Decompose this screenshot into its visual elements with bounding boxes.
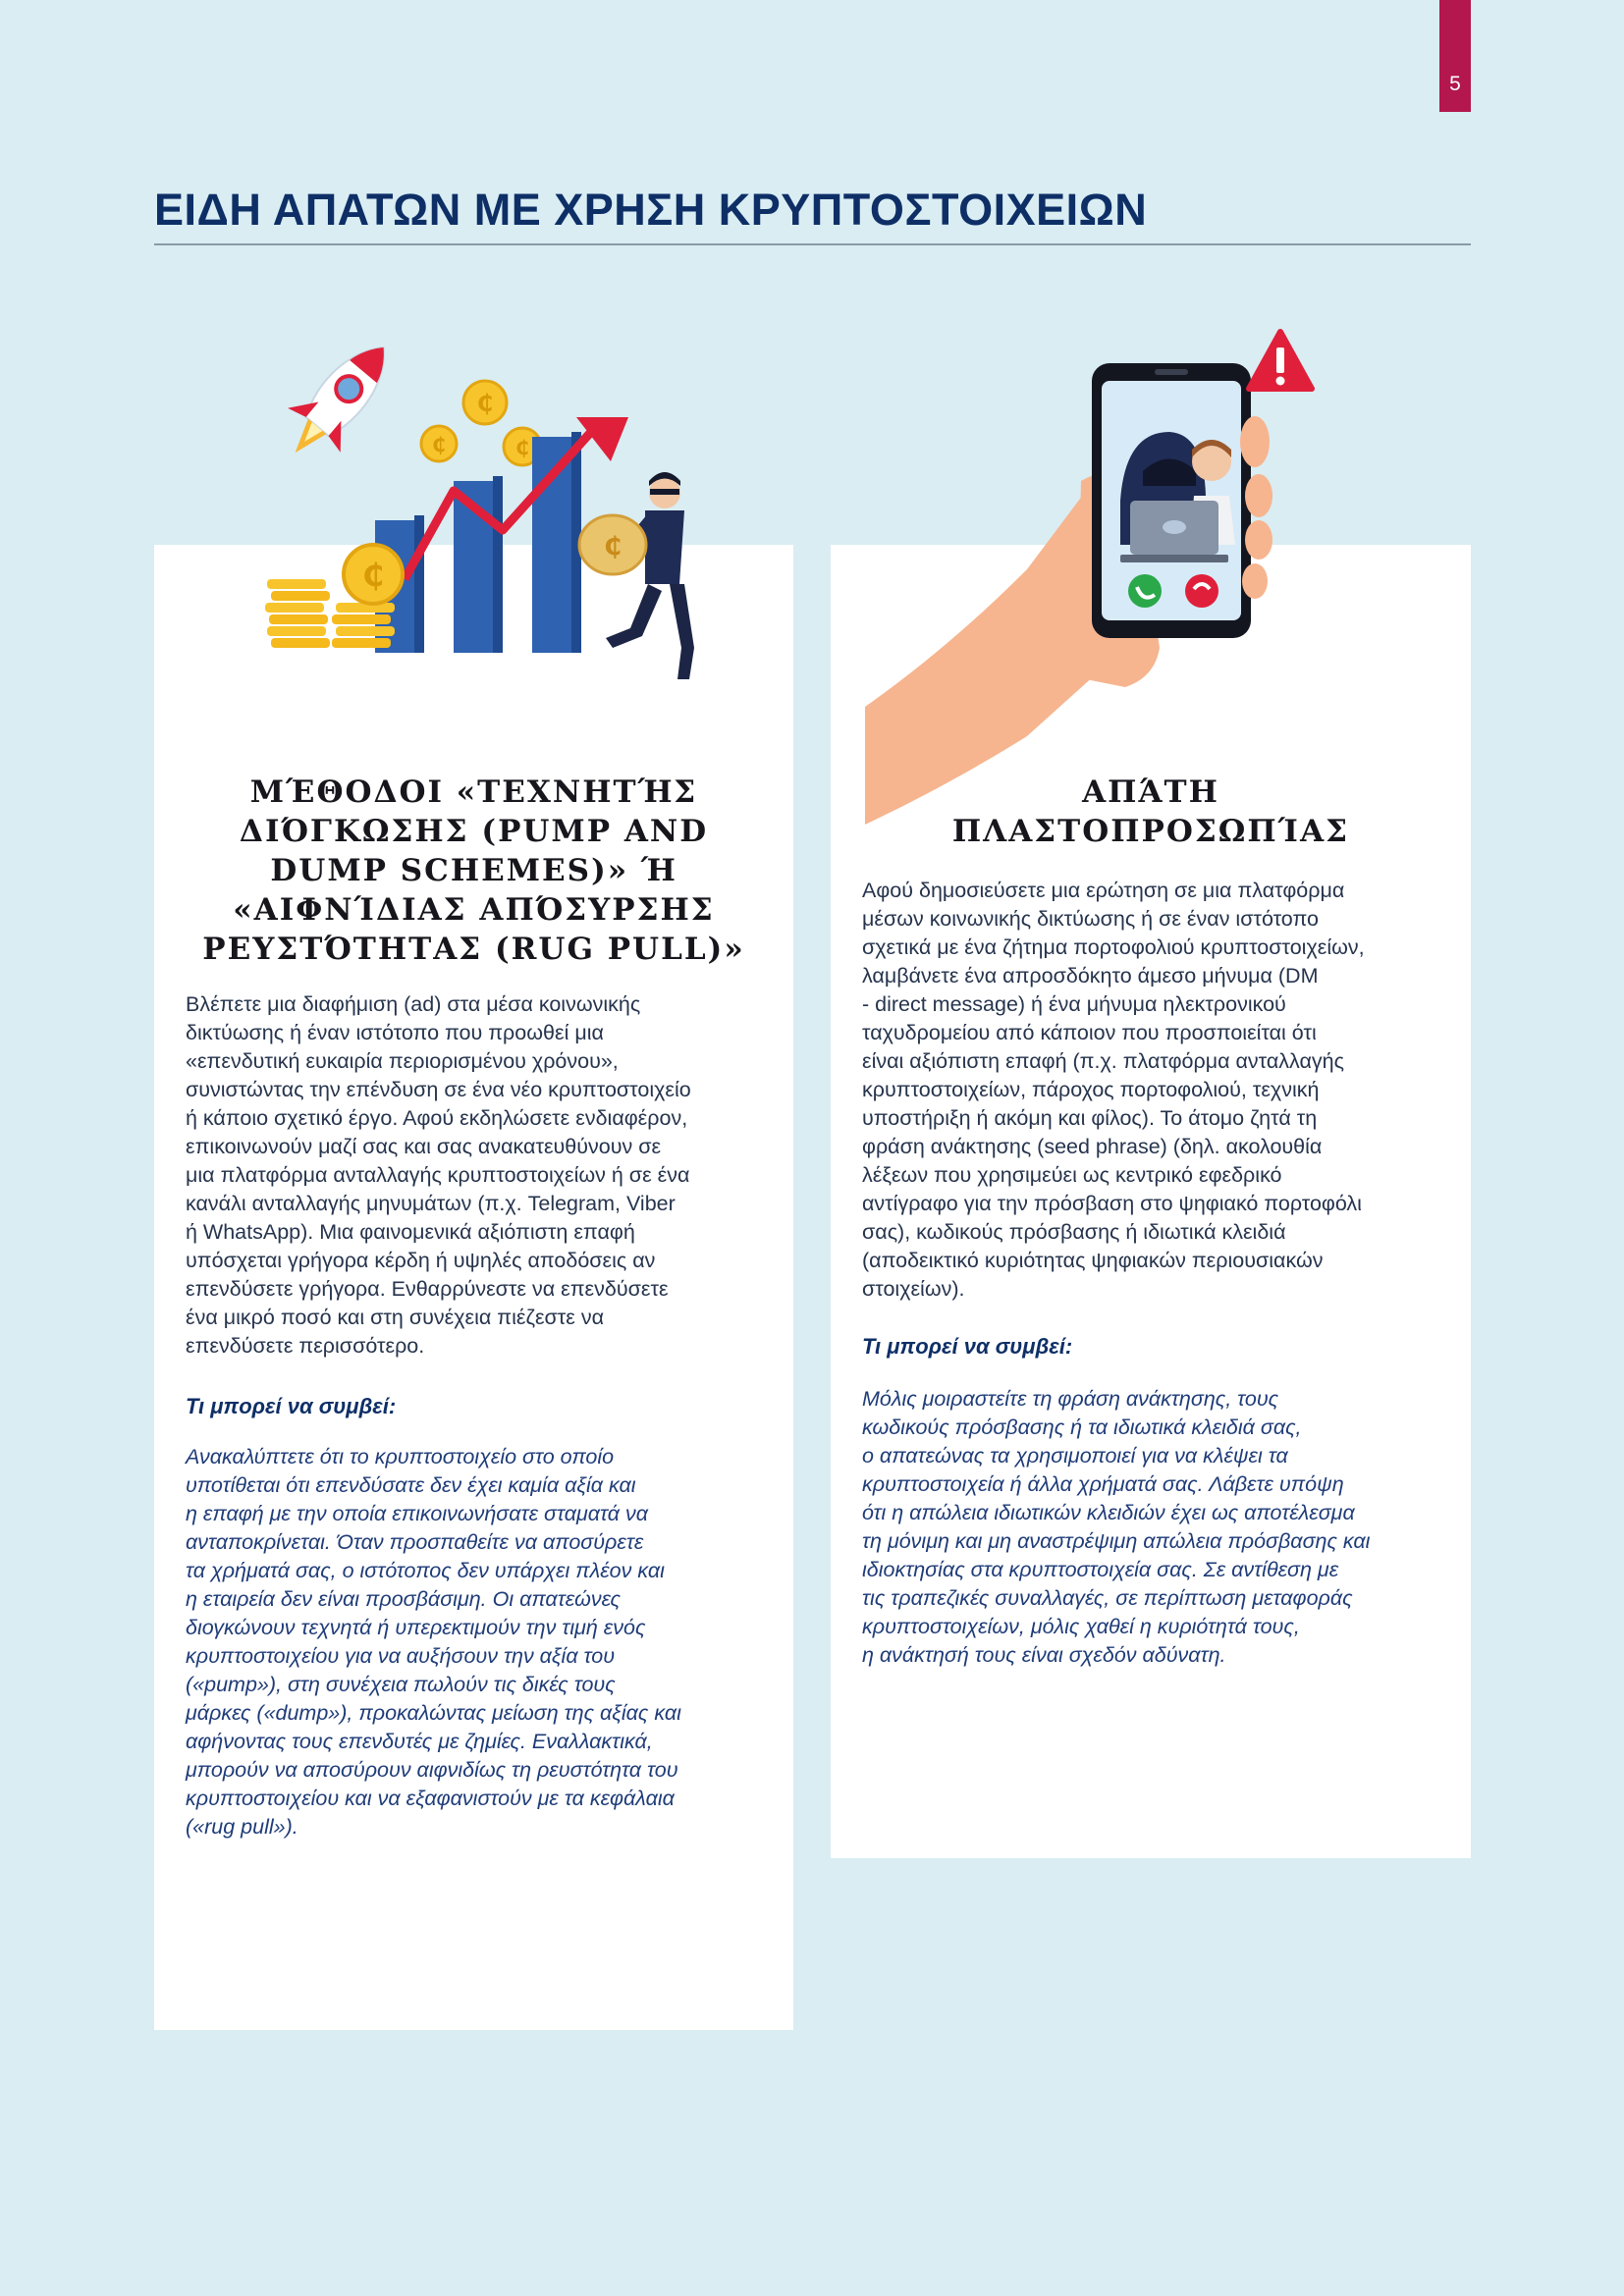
bar-chart-icon: [375, 432, 581, 653]
svg-text:₵: ₵: [361, 557, 385, 594]
page-number-tab: [1439, 0, 1471, 112]
svg-text:₵: ₵: [476, 390, 494, 417]
coin-icon: [344, 545, 403, 604]
thief-icon: [579, 472, 694, 679]
page-number: 5: [1449, 73, 1461, 95]
rocket-icon: [269, 326, 410, 475]
pump-and-dump-card: [154, 545, 793, 2030]
card-heading: ΜΈΘΟΔΟΙ «ΤΕΧΝΗΤΉΣ ΔΙΌΓΚΩΣΗΣ (PUMP AND DUMP SCHEMES)» Ή «ΑΙΦΝΊΔΙΑΣ ΑΠΌΣΥΡΣΗΣ ΡΕΥΣΤΌΤΗΤΑΣ (RUG PULL)»: [202, 774, 745, 967]
svg-text:₵: ₵: [515, 436, 529, 459]
card-body: Βλέπετε μια διαφήμιση (ad) στα μέσα κοινωνικής δικτύωσης ή έναν ιστότοπο που προωθεί μια «επενδυτική ευκαιρία περιορισμένου χρόνου», συνιστώντας την επένδυση σε ένα νέο κρυπτοστοιχείο ή κάποιο σχετικό έργο. Αφού εκδηλώσετε ενδιαφέρον, επικοινωνούν μαζί σας και σας ανακατευθύνουν σε μια πλατφόρμα ανταλλαγής κρυπτοστοιχείων ή σε ένα κανάλι ανταλλαγής μηνυμάτων (π.χ. Telegram, Viber ή WhatsApp). Μια φαινομενικά αξιόπιστη επαφή υπόσχεται γρήγορα κέρδη ή υψηλές αποδόσεις αν επενδύσετε γρήγορα. Ενθαρρύνεστε να επενδύσετε ένα μικρό ποσό και στη συνέχεια πιέζεστε να επενδύσετε περισσότερο.: [186, 992, 691, 1358]
smartphone-icon: [1092, 363, 1251, 638]
what-can-happen-heading: Τι μπορεί να συμβεί:: [186, 1394, 397, 1418]
svg-text:₵: ₵: [603, 532, 623, 561]
what-can-happen-text: Ανακαλύπτετε ότι το κρυπτοστοιχείο στο οποίο υποτίθεται ότι επενδύσατε δεν έχει καμία αξία και η επαφή με την οποία επικοινωνήσατε σταματά να ανταποκρίνεται. Όταν προσπαθείτε να αποσύρετε τα χρήματά σας, ο ιστότοπος δεν υπάρχει πλέον και η εταιρεία δεν είναι προσβάσιμη. Οι απατεώνες διογκώνουν τεχνητά ή υπερεκτιμούν την τιμή ενός κρυπτοστοιχείου για να αυξήσουν την αξία του («pump»), στη συνέχεια πωλούν τις δικές τους μάρκες («dump»), προκαλώντας μείωση της αξίας και αφήνοντας τους επενδυτές με ζημίες. Εναλλακτικά, μπορούν να αποσύρουν αιφνιδίως τη ρευστότητα του κρυπτοστοιχείου και να εξαφανιστούν με τα κεφάλαια («rug pull»).: [186, 1445, 681, 1839]
card-heading: ΑΠΆΤΗ ΠΛΑΣΤΟΠΡΟΣΩΠΊΑΣ: [951, 774, 1350, 849]
what-can-happen-heading: Τι μπορεί να συμβεί:: [862, 1334, 1073, 1359]
what-can-happen-text: Μόλις μοιραστείτε τη φράση ανάκτησης, τους κωδικούς πρόσβασης ή τα ιδιωτικά κλειδιά σας, ο απατεώνας τα χρησιμοποιεί για να κλέψει τα κρυπτοστοιχεία ή άλλα χρήματά σας. Λάβετε υπόψη ότι η απώλεια ιδιωτικών κλειδιών έχει ως αποτέλεσμα τη μόνιμη και μη αναστρέψιμη απώλεια πρόσβασης και ιδιοκτησίας στα κρυπτοστοιχεία σας. Σε αντίθεση με τις τραπεζικές συναλλαγές, σε περίπτωση μεταφοράς κρυπτοστοιχείων, μόλις χαθεί η κυριότητά τους, η ανάκτησή τους είναι σχεδόν αδύνατη.: [862, 1387, 1371, 1667]
decline-call-icon: [1185, 574, 1218, 608]
warning-icon: [1249, 332, 1312, 389]
scam-phone-call-illustration: [831, 324, 1341, 834]
coin-icon: [463, 381, 507, 424]
accept-call-icon: [1128, 574, 1162, 608]
title-divider: [154, 243, 1471, 245]
pump-and-dump-illustration: [257, 324, 709, 697]
svg-text:₵: ₵: [432, 433, 446, 456]
page-title: ΕΙΔΗ ΑΠΑΤΩΝ ΜΕ ΧΡΗΣΗ ΚΡΥΠΤΟΣΤΟΙΧΕΙΩΝ: [154, 185, 1148, 235]
coin-icon: [421, 426, 457, 461]
card-body: Αφού δημοσιεύσετε μια ερώτηση σε μια πλατφόρμα μέσων κοινωνικής δικτύωσης ή σε έναν ιστότοπο σχετικά με ένα ζήτημα πορτοφολιού κρυπτοστοιχείων, λαμβάνετε ένα απροσδόκητο άμεσο μήνυμα (DM - direct message) ή ένα μήνυμα ηλεκτρονικού ταχυδρομείου από κάποιον που προσποιείται ότι είναι αξιόπιστη επαφή (π.χ. πλατφόρμα ανταλλαγής κρυπτοστοιχείων, πάροχος πορτοφολιού, τεχνική υποστήριξη ή ακόμη και φίλος). Το άτομο ζητά τη φράση ανάκτησης (seed phrase) (δηλ. ακολουθία λέξεων που χρησιμεύει ως κεντρικό εφεδρικό αντίγραφο για την πρόσβαση στο ψηφιακό πορτοφόλι σας), κωδικούς πρόσβασης ή ιδιωτικά κλειδιά (αποδεικτικό κυριότητας ψηφιακών περιουσιακών στοιχείων).: [862, 879, 1365, 1301]
